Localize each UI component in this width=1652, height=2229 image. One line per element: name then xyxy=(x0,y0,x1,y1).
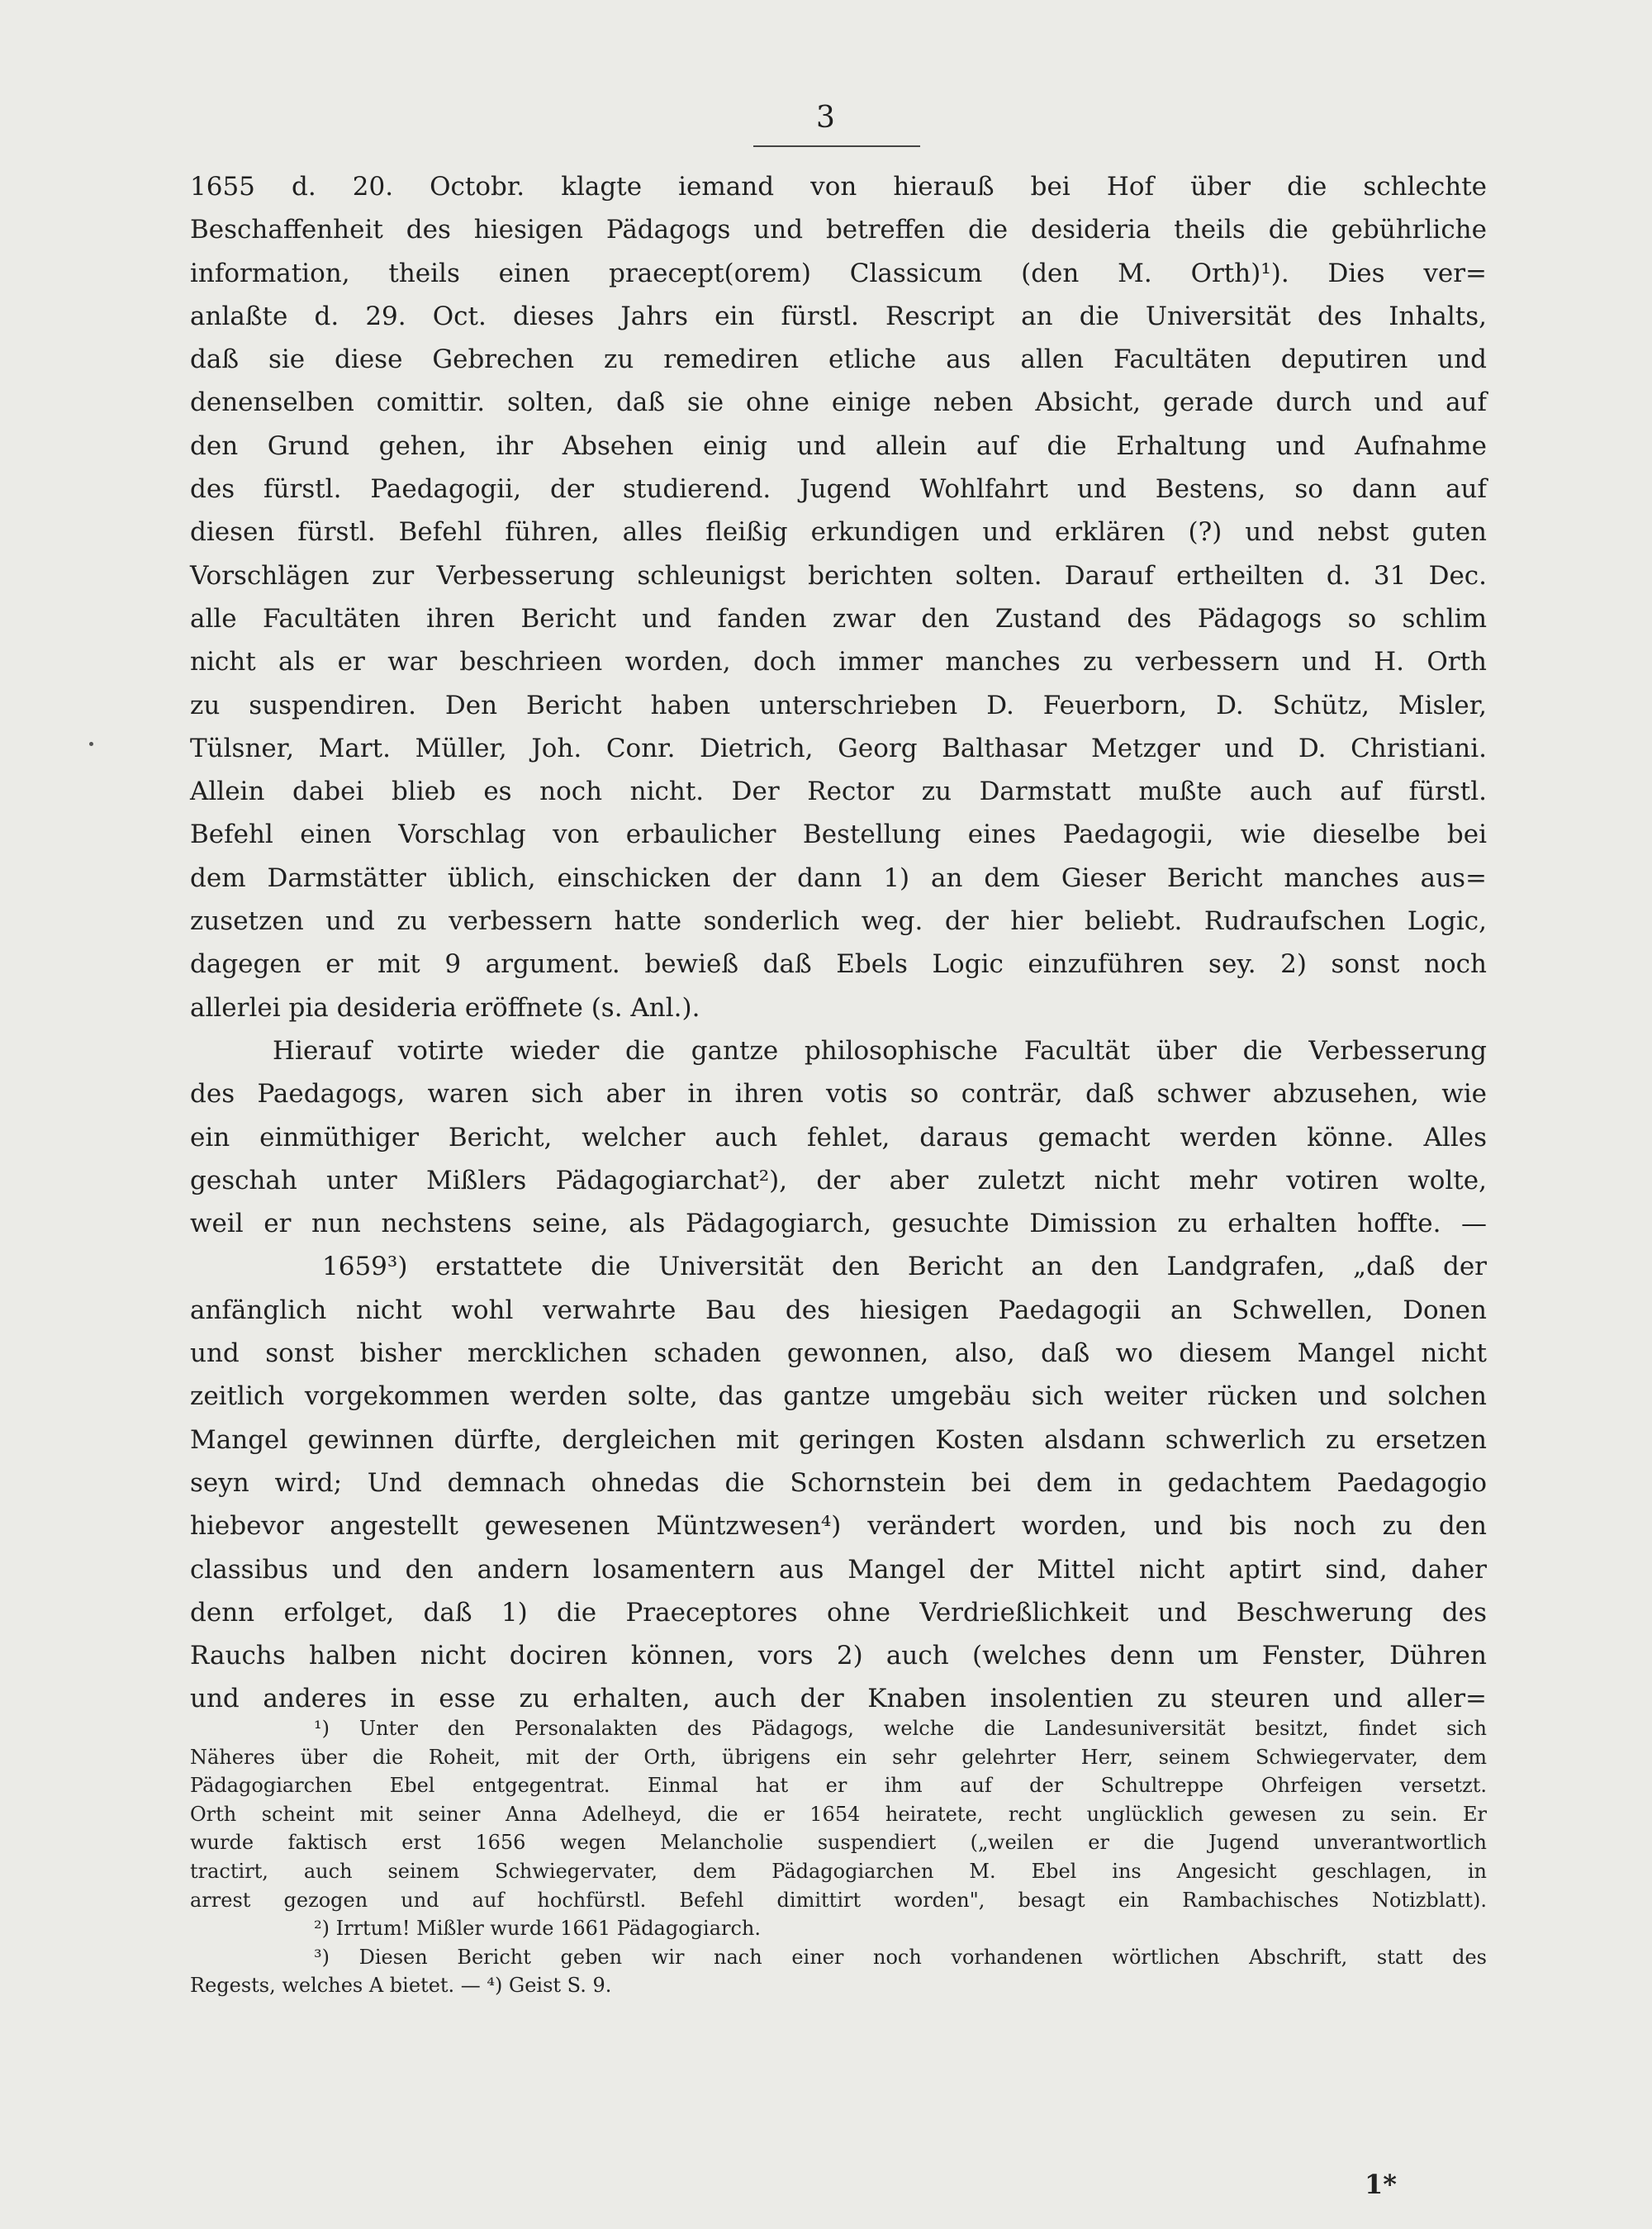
body-line: dem Darmstätter üblich, einschicken der dann 1) an dem Gieser Bericht manches aus= xyxy=(190,863,1487,893)
footnote-line: Orth scheint mit seiner Anna Adelheyd, die er 1654 heiratete, recht unglücklich gewesen zu sein. Er xyxy=(190,1802,1487,1826)
footnote-line: Pädagogiarchen Ebel entgegentrat. Einmal hat er ihm auf der Schultreppe Ohrfeigen versetzt. xyxy=(190,1774,1487,1798)
footnote-line: wurde faktisch erst 1656 wegen Melancholie suspendiert („weilen er die Jugend unverantwortlich xyxy=(190,1831,1487,1855)
body-line: anlaßte d. 29. Oct. dieses Jahrs ein fürstl. Rescript an die Universität des Inhalts, xyxy=(190,301,1487,331)
footnote-line: ³) Diesen Bericht geben wir nach einer noch vorhandenen wörtlichen Abschrift, statt des xyxy=(314,1945,1487,1969)
body-line: und anderes in esse zu erhalten, auch der Knaben insolentien zu steuren und aller= xyxy=(190,1684,1487,1714)
body-line: Hierauf votirte wieder die gantze philosophische Facultät über die Verbesserung xyxy=(273,1035,1487,1066)
body-line: Beschaffenheit des hiesigen Pädagogs und betreffen die desideria theils die gebührliche xyxy=(190,215,1487,245)
body-line: Befehl einen Vorschlag von erbaulicher Bestellung eines Paedagogii, wie dieselbe bei xyxy=(190,820,1487,850)
footnotes xyxy=(190,1714,1487,2000)
body-line: geschah unter Mißlers Pädagogiarchat²), der aber zuletzt nicht mehr votiren wolte, xyxy=(190,1165,1487,1195)
signature-mark: 1* xyxy=(1365,2169,1397,2200)
body-line: alle Facultäten ihren Bericht und fanden zwar den Zustand des Pädagogs so schlim xyxy=(190,603,1487,634)
body-line: 1655 d. 20. Octobr. klagte iemand von hierauß bei Hof über die schlechte xyxy=(190,172,1487,202)
body-line: Allein dabei blieb es noch nicht. Der Rector zu Darmstatt mußte auch auf fürstl. xyxy=(190,777,1487,807)
body-line: denn erfolget, daß 1) die Praeceptores ohne Verdrießlichkeit und Beschwerung des xyxy=(190,1597,1487,1628)
footnote-line: Näheres über die Roheit, mit der Orth, übrigens ein sehr gelehrter Herr, seinem Schwiegervater, dem xyxy=(190,1745,1487,1769)
body-line: und sonst bisher mercklichen schaden gewonnen, also, daß wo diesem Mangel nicht xyxy=(190,1338,1487,1369)
footnote-line: arrest gezogen und auf hochfürstl. Befehl dimittirt worden", besagt ein Rambachisches Notizblatt). xyxy=(190,1888,1487,1912)
body-line: anfänglich nicht wohl verwahrte Bau des hiesigen Paedagogii an Schwellen, Donen xyxy=(190,1295,1487,1325)
body-line: allerlei pia desideria eröffnete (s. Anl.). xyxy=(190,992,700,1023)
body-line: dagegen er mit 9 argument. bewieß daß Ebels Logic einzuführen sey. 2) sonst noch xyxy=(190,949,1487,980)
body-line: classibus und den andern losamentern aus Mangel der Mittel nicht aptirt sind, daher xyxy=(190,1554,1487,1585)
body-line: Rauchs halben nicht dociren können, vors 2) auch (welches denn um Fenster, Dühren xyxy=(190,1641,1487,1671)
body-line: daß sie diese Gebrechen zu remediren etliche aus allen Facultäten deputiren und xyxy=(190,345,1487,375)
body-line: 1659³) erstattete die Universität den Bericht an den Landgrafen, „daß der xyxy=(322,1252,1487,1282)
body-line: hiebevor angestellt gewesenen Müntzwesen⁴) verändert worden, und bis noch zu den xyxy=(190,1511,1487,1542)
margin-dot xyxy=(89,742,93,746)
footnote-line: Regests, welches A bietet. — ⁴) Geist S. 9. xyxy=(190,1974,612,1998)
body-line: Mangel gewinnen dürfte, dergleichen mit geringen Kosten alsdann schwerlich zu ersetzen xyxy=(190,1424,1487,1455)
body-line: den Grund gehen, ihr Absehen einig und allein auf die Erhaltung und Aufnahme xyxy=(190,430,1487,461)
footnote-line: ²) Irrtum! Mißler wurde 1661 Pädagogiarch. xyxy=(314,1917,762,1941)
body-line: Tülsner, Mart. Müller, Joh. Conr. Dietrich, Georg Balthasar Metzger und D. Christiani. xyxy=(190,733,1487,763)
body-line: Vorschlägen zur Verbesserung schleunigst berichten solten. Darauf ertheilten d. 31 Dec. xyxy=(190,560,1487,591)
body-line: information, theils einen praecept(orem) Classicum (den M. Orth)¹). Dies ver= xyxy=(190,258,1487,288)
body-line: weil er nun nechstens seine, als Pädagogiarch, gesuchte Dimission zu erhalten hoffte. — xyxy=(190,1209,1487,1239)
body-line: zeitlich vorgekommen werden solte, das gantze umgebäu sich weiter rücken und solchen xyxy=(190,1381,1487,1412)
body-line: denenselben comittir. solten, daß sie ohne einige neben Absicht, gerade durch und auf xyxy=(190,387,1487,418)
body-line: nicht als er war beschrieen worden, doch immer manches zu verbessern und H. Orth xyxy=(190,647,1487,677)
footnote-line: tractirt, auch seinem Schwiegervater, dem Pädagogiarchen M. Ebel ins Angesicht geschlagen, in xyxy=(190,1859,1487,1883)
page-number: 3 xyxy=(816,101,836,135)
body-line: ein einmüthiger Bericht, welcher auch fehlet, daraus gemacht werden könne. Alles xyxy=(190,1122,1487,1153)
body-line: des Paedagogs, waren sich aber in ihren votis so conträr, daß schwer abzusehen, wie xyxy=(190,1079,1487,1110)
body-line: des fürstl. Paedagogii, der studierend. Jugend Wohlfahrt und Bestens, so dann auf xyxy=(190,474,1487,505)
header-rule xyxy=(753,145,920,147)
footnote-line: ¹) Unter den Personalakten des Pädagogs, welche die Landesuniversität besitzt, findet sich xyxy=(314,1717,1487,1740)
body-text xyxy=(190,165,1487,1721)
body-line: zu suspendiren. Den Bericht haben unterschrieben D. Feuerborn, D. Schütz, Misler, xyxy=(190,690,1487,720)
body-line: diesen fürstl. Befehl führen, alles fleißig erkundigen und erklären (?) und nebst guten xyxy=(190,517,1487,548)
body-line: seyn wird; Und demnach ohnedas die Schornstein bei dem in gedachtem Paedagogio xyxy=(190,1467,1487,1498)
body-line: zusetzen und zu verbessern hatte sonderlich weg. der hier beliebt. Rudraufschen Logic, xyxy=(190,906,1487,937)
